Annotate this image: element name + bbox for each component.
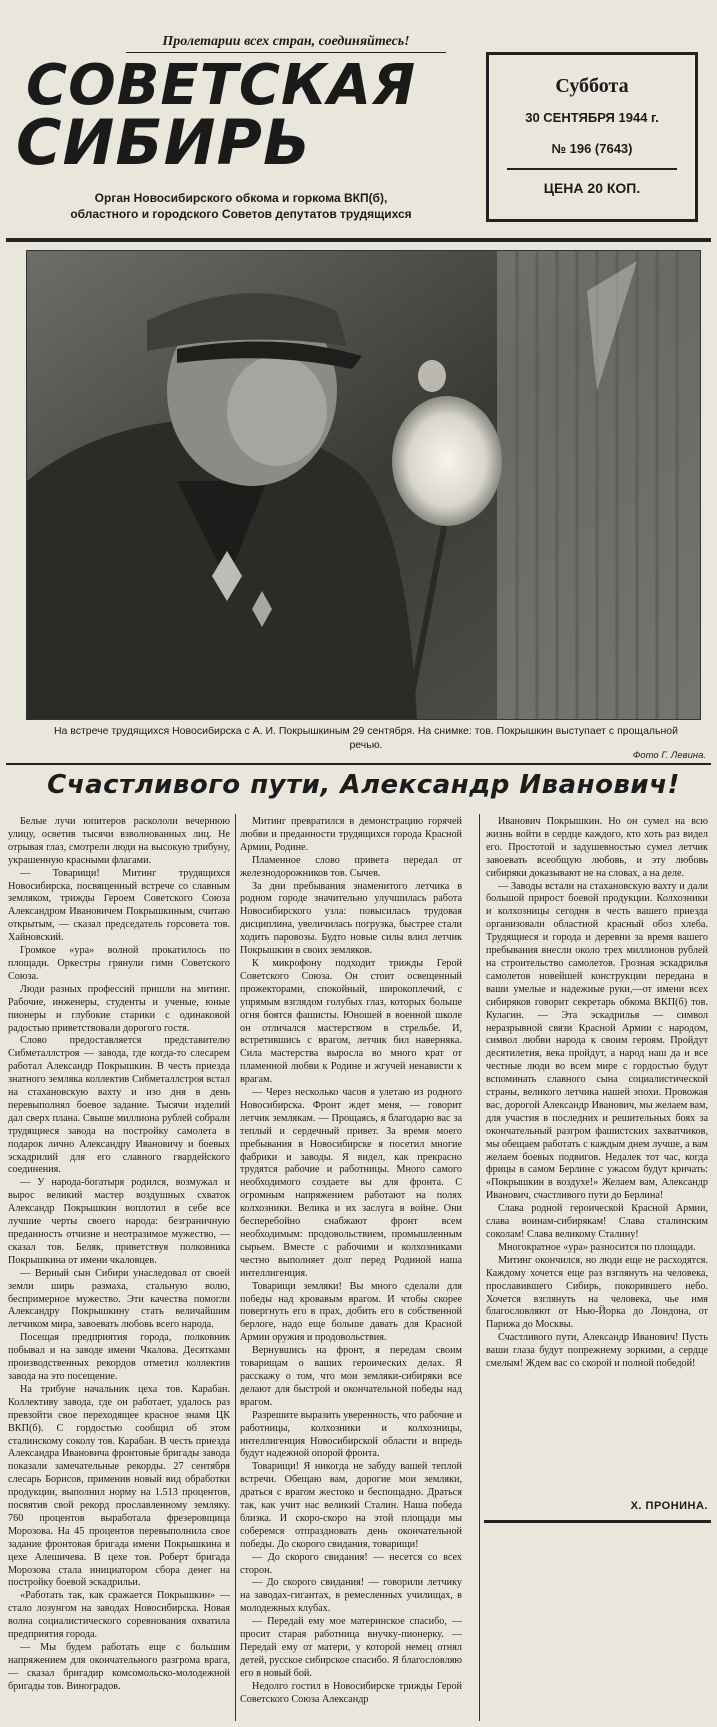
paragraph: — До скорого свидания! — говорили летчику на заводах-гигантах, в ремесленных училищах, в молодежных клубах. bbox=[240, 1577, 462, 1615]
issue-number: № 196 (7643) bbox=[551, 141, 633, 156]
paragraph: — У народа-богатыря родился, возмужал и вырос великий мастер воздушных схваток Александр Покрышкин воплотил в себе все лучшие черты своего народа: безграничную преданность отчизне и неотразимое мужество, — сказал тов. Беляк, приветствуя полковника Покрышкина от имени чкаловцев. bbox=[8, 1177, 230, 1266]
article-column-2 bbox=[240, 816, 462, 1721]
paragraph: Товарищи земляки! Вы много сделали для победы над кровавым врагом. И чтобы скорее повергнуть его в прах, добить его в собственной берлоге, надо еще больше давать для Красной Армии оружия и продовольствия. bbox=[240, 1280, 462, 1344]
newspaper-title-line1: СОВЕТСКАЯ bbox=[26, 53, 417, 118]
slogan: Пролетарии всех стран, соединяйтесь! bbox=[126, 34, 446, 53]
organ-line-1: Орган Новосибирского обкома и горкома ВКП(б), bbox=[94, 191, 388, 205]
paragraph: Митинг превратился в демонстрацию горячей любви и преданности трудящихся города Красной Армии, Родине. bbox=[240, 816, 462, 853]
masthead bbox=[6, 6, 711, 238]
paragraph: Митинг окончился, но люди еще не расходятся. Каждому хочется еще раз взглянуть на человека, прославившего Сибирь, покорившего небо. Хочется взглянуть на человека, чье имя благословляют от Нью-Йорка до Лондона, от Парижа до Москвы. bbox=[486, 1254, 708, 1331]
paragraph: К микрофону подходит трижды Герой Советского Союза. Он стоит освещенный прожекторами, спокойный, широкоплечий, с упрямым взглядом голубых глаз, которых больше огня боятся фашисты. Юношей в военной школе он отличался мастерством в стрельбе. И, встретившись с врагом, летчик бил наверняка. Сила мастерства выросла во много крат от пламенной любви к Родине и жгучей ненависти к врагам. bbox=[240, 957, 462, 1086]
photo-credit: Фото Г. Левина. bbox=[632, 750, 706, 761]
paragraph: — Передай ему мое материнское спасибо, — просит старая работница внучку-пионерку. — Передай ему от матери, у которой немец отнял детей, русское сибирское спасибо. Я благословляю его в новый бой. bbox=[240, 1616, 462, 1679]
price: ЦЕНА 20 КОП. bbox=[543, 180, 641, 196]
paragraph: «Работать так, как сражается Покрышкин» — стало лозунгом на заводах Новосибирска. Новая волна социалистического соревнования охватила предприятия города. bbox=[8, 1590, 230, 1641]
issue-date: 30 СЕНТЯБРЯ 1944 г. bbox=[525, 110, 659, 125]
paragraph: — До скорого свидания! — несется со всех сторон. bbox=[240, 1551, 462, 1576]
date-box bbox=[486, 52, 698, 222]
paragraph: — Через несколько часов я улетаю из родного Новосибирска. Фронт ждет меня, — говорит летчик землякам. — Прощаясь, я благодарю вас за теплый и сердечный привет. За время моего пребывания в Новосибирске я посетил многие фабрики и заводы. Я видел, как прекрасно трудятся рабочие и работницы. Много самого необходимого создаете вы для фронта. С огромным напряжением работают на полях колхозники. Велика и их заслуга в войне. Они бесперебойно снабжают фронт всем необходимым: продовольствием, промышленным сырьем. Вместе с рабочими и колхозниками честно выполняет долг перед Родиной наша интеллигенция. bbox=[240, 1087, 462, 1279]
paragraph: Товарищи! Я никогда не забуду вашей теплой встречи. Обещаю вам, дорогие мои земляки, драться с врагом жестоко и беспощадно. Драться так, как учит нас великий Сталин. Наша победа близка. И скоро-скоро на этой площади мы соберемся отпраздновать день окончательной победы. До скорого свидания, товарищи! bbox=[240, 1461, 462, 1550]
paragraph: Громкое «ура» волной прокатилось по площади. Оркестры грянули гимн Советского Союза. bbox=[8, 945, 230, 982]
paragraph: Слава родной героической Красной Армии, слава воинам-сибирякам! Слава сталинским соколам! Слава великому Сталину! bbox=[486, 1203, 708, 1240]
article-headline: Счастливого пути, Александр Иванович! bbox=[47, 770, 680, 800]
paragraph: Иванович Покрышкин. Но он сумел на всю жизнь войти в сердце каждого, кто хоть раз видел его. Простотой и задушевностью сумел летчик завоевать всеобщую любовь, и эту любовь сибиряки доказывают не на словах, а на деле. bbox=[486, 816, 708, 879]
paragraph: Недолго гостил в Новосибирске трижды Герой Советского Союза Александр bbox=[240, 1680, 462, 1705]
photo-illustration bbox=[27, 251, 701, 720]
author-signature: Х. ПРОНИНА. bbox=[630, 1500, 708, 1512]
paragraph: — Мы будем работать еще с большим напряжением для окончательного разгрома врага, — сказал бригадир комсомольско-молодежной бригады тов. Виноградов. bbox=[8, 1642, 230, 1692]
paragraph: — Верный сын Сибири унаследовал от своей земли ширь размаха, стальную волю, беспримерное мужество. Эти качества помогли Александру Покрышкину стать величайшим летчиком мира, завоевать любовь всего народа. bbox=[8, 1267, 230, 1331]
paragraph: Вернувшись на фронт, я передам своим товарищам о ваших героических делах. Я расскажу о том, что мои земляки-сибиряки все делают для быстрой и окончательной победы над врагом. bbox=[240, 1345, 462, 1408]
photo-separator bbox=[6, 763, 711, 765]
column-divider bbox=[479, 814, 480, 1721]
photo bbox=[26, 250, 701, 720]
paragraph: Люди разных профессий пришли на митинг. Рабочие, инженеры, студенты и ученые, юные пионеры и глубокие старики с одинаковой радостью приветствовали дорогого гостя. bbox=[8, 983, 230, 1034]
paragraph: Многократное «ура» разносится по площади. bbox=[498, 1241, 696, 1253]
paragraph: Счастливого пути, Александр Иванович! Пусть ваши глаза будут попрежнему зоркими, а сердце смелым! Ждем вас со скорой и полной победой! bbox=[486, 1332, 708, 1370]
weekday: Суббота bbox=[555, 75, 629, 97]
paragraph: — Заводы встали на стахановскую вахту и дали большой прирост боевой продукции. Колхозники и колхозницы сегодня в честь вашего приезда организовали областной красный обоз хлеба. Трудящиеся и города и деревни за время вашего пребывания внесли около трех миллионов рублей на строительство самолетов. Грозная эскадрилья самолетов новейшей конструкции передана в ваши умелые и надежные руки,—от имени всех сибиряков говорит секретарь обкома ВКП(б) тов. Кулагин. — Эта эскадрилья — символ неразрывной связи Красной Армии с народом, символ любви народа к своим героям. Пройдут десятилетия, века пройдут, а народ наш да и все честные люди во всем мире с гордостью будут вспоминать славного сына социалистической страны, великого летчика нашей эпохи. Провожая вас, дорогой Александр Иванович, мы желаем вам, для участия в последних и решительных боях за окончательный разгром фашистских захватчиков, мы обещаем работать с каждым днем лучше, а вам желаем боевых подвигов. Недалек тот час, когда фрицы в самом Берлине с ужасом будут кричать: «Покрышкин в воздухе!» Желаем вам, Александр Иванович, счастливого пути до Берлина! bbox=[486, 880, 708, 1202]
paragraph: На трибуне начальник цеха тов. Карабан. Коллективу завода, где он работает, удалось раз превзойти свое переходящее красное знамя ЦК ВКП(б). С гордостью сообщил об этом сталинскому соколу тов. Карабан. В честь приезда Александра Ивановича фронтовые бригады завода показали замечательные рекорды. 27 сентября слесарь Борисов, применив новый вид обработки продукции, выполнил норму на 1.513 процентов, посвятив свой рекорд прославленному земляку. 760 процентов выработала фрезеровщица Морозова. На 45 процентов перевыполнила свое задание фронтовая бригада имени Покрышкина в цехе Алешичева. В цехе тов. Роберт бригада Морозова стала инициатором сбора денег на постройку боевой эскадрильи. bbox=[8, 1383, 230, 1589]
datebox-divider bbox=[507, 168, 677, 170]
newspaper-title-line2: СИБИРЬ bbox=[16, 106, 312, 179]
paragraph: Белые лучи юпитеров раскололи вечернюю улицу, осветив тысячи взволнованных лиц. Не отрывая глаз, смотрели люди на высокую трибуну, украшенную красными флагами. bbox=[8, 816, 230, 866]
photo-caption: На встрече трудящихся Новосибирска с А. И. Покрышкиным 29 сентября. На снимке: тов. Покрышкин выступает с прощальной речью. bbox=[53, 725, 679, 752]
paragraph: Разрешите выразить уверенность, что рабочие и работницы, колхозники и колхозницы, интеллигенция Новосибирской области и впредь будут надежной опорой фронта. bbox=[240, 1409, 462, 1460]
newspaper-page bbox=[6, 6, 711, 1721]
paragraph: Слово предоставляется представителю Сибметаллстроя — завода, где когда-то слесарем работал Александр Покрышкин. В честь приезда знатного земляка коллектив Сибметаллстроя встал на стахановскую вахту и изо дня в день перевыполнял боевое задание. Тысячи изделий дал сверх плана. Свыше миллиона рублей собрали трудящиеся завода на постройку самолета в подарок лично Александру Ивановичу и боевых эскадрилий для его славного гвардейского соединения. bbox=[8, 1035, 230, 1176]
paragraph: — Товарищи! Митинг трудящихся Новосибирска, посвященный встрече со славным земляком, трижды Героем Советского Союза Александром Ивановичем Покрышкиным, считаю открытым, — сказал председатель горсовета тов. Хайновский. bbox=[8, 867, 230, 944]
column-divider bbox=[235, 814, 236, 1721]
masthead-rule bbox=[6, 238, 711, 242]
article-column-1 bbox=[8, 816, 230, 1721]
organ-line-2: областного и городского Советов депутатов трудящихся bbox=[70, 206, 412, 221]
organ-line bbox=[36, 191, 446, 222]
paragraph: За дни пребывания знаменитого летчика в родном городе значительно улучшилась работа Новосибирского узла: повысилась трудовая дисциплина, увеличилась погрузка, быстрее стали ходить паровозы. Будто новые силы влил летчик Покрышкин в своих земляков. bbox=[240, 880, 462, 957]
article-end-rule bbox=[484, 1520, 711, 1523]
paragraph: Посещая предприятия города, полковник побывал и на заводе имени Чкалова. Десятками производственных рекордов отметил коллектив завода на это посещение. bbox=[8, 1332, 230, 1382]
paragraph: Пламенное слово привета передал от железнодорожников тов. Сычев. bbox=[240, 854, 462, 879]
article-column-3 bbox=[486, 816, 708, 1496]
